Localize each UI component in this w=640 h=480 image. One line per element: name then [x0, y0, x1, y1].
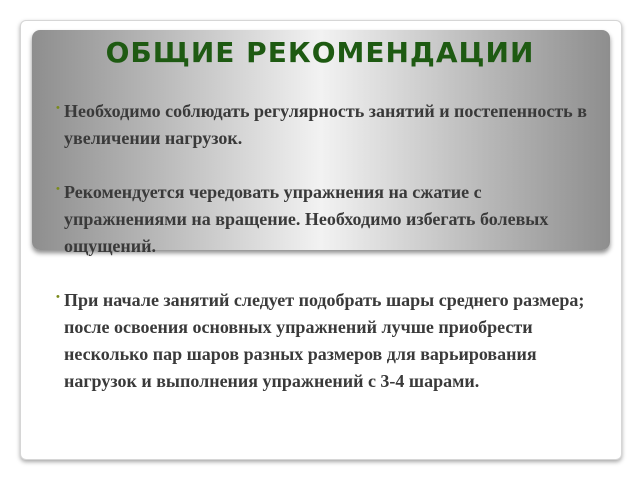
bullet-icon: • [56, 102, 60, 114]
list-item [56, 287, 600, 395]
list-item [56, 179, 600, 260]
list-item-text: Необходимо соблюдать регулярность занятий и постепенность в увеличении нагрузок. [64, 101, 587, 148]
bullet-icon: • [56, 183, 60, 195]
slide-title: ОБЩИЕ РЕКОМЕНДАЦИИ [105, 36, 535, 69]
list-item-text: Рекомендуется чередовать упражнения на сжатие с упражнениями на вращение. Необходимо избегать болевых ощущений. [64, 182, 549, 256]
list-item [56, 98, 600, 152]
list-item-text: При начале занятий следует подобрать шары среднего размера; после освоения основных упражнений лучше приобрести несколько пар шаров разных размеров для варьирования нагрузок и выполнения упражнений с 3-4 шарами. [64, 290, 585, 391]
bullet-icon: • [56, 291, 60, 303]
bullet-list [56, 98, 600, 395]
